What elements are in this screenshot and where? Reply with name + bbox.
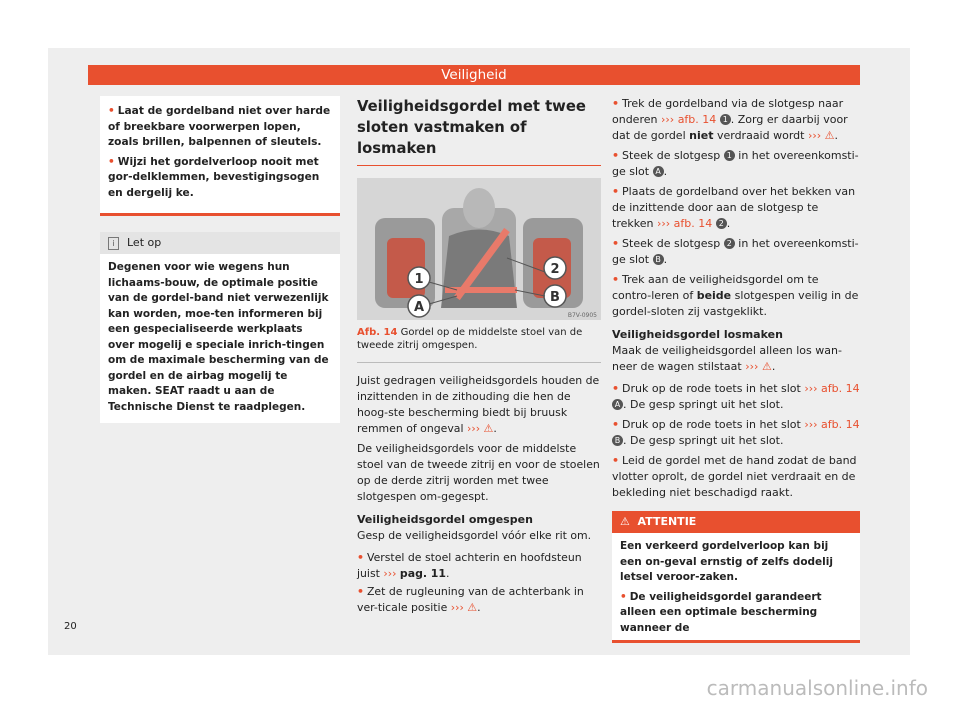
figure-label-b: B — [550, 290, 560, 305]
attention-box — [612, 511, 860, 643]
marker-b-icon: B — [612, 435, 623, 446]
figure-label-2: 2 — [550, 262, 560, 277]
list-item: • Zet de rugleuning van de achterbank in ver-ticale positie ››› ⚠. — [357, 585, 584, 614]
figure-code: B7V-0905 — [567, 312, 597, 319]
list-item: • Leid de gordel met de hand zodat de band vlotter oprolt, de gordel niet verdraait en de bekleding niet beschadigd raakt. — [612, 454, 857, 499]
subheading-fasten: Veiligheidsgordel omgespen — [357, 513, 533, 526]
warning-triangle-icon: ⚠ — [483, 422, 494, 435]
intro-paragraph: Juist gedragen veiligheidsgordels houden de inzittenden in de zithouding die hen de hoog-ste bescherming biedt bij bruusk remmen of ongeval ››› ⚠. — [357, 374, 600, 435]
column-middle — [357, 96, 601, 616]
note-box — [100, 232, 340, 423]
marker-2-icon: 2 — [716, 218, 727, 229]
figure-caption: Afb. 14 Gordel op de middelste stoel van de tweede zitrij omgespen. — [357, 326, 601, 363]
paragraph: De veiligheidsgordels voor de middelste stoel van de tweede zitrij en voor de stoelen op de derde zitrij worden met twee slotgespen om-gegespt. — [357, 442, 600, 503]
column-left — [100, 96, 340, 423]
marker-1-icon: 1 — [720, 114, 731, 125]
marker-a-icon: A — [612, 399, 623, 410]
page-number: 20 — [64, 621, 77, 632]
column-right — [612, 96, 860, 643]
subheading-release: Veiligheidsgordel losmaken — [612, 328, 783, 341]
info-icon: i — [108, 237, 119, 250]
list-item: • Druk op de rode toets in het slot ››› afb. 14 B . De gesp springt uit het slot. — [612, 418, 860, 447]
section-header: Veiligheid — [88, 65, 860, 85]
list-item: • Verstel de stoel achterin en hoofdsteun juist ››› pag. 11. — [357, 551, 582, 580]
warning-item: • Laat de gordelband niet over harde of breekbare voorwerpen lopen, zoals brillen, balpennen of sleutels. — [108, 105, 331, 148]
list-item: • Trek aan de veiligheidsgordel om te contro-leren of beide slotgespen veilig in de gordel-sloten zij vastgeklikt. — [612, 273, 859, 318]
warning-continued-box — [100, 96, 340, 216]
marker-2-icon: 2 — [724, 238, 735, 249]
figure-label-a: A — [413, 300, 425, 315]
list-item: • Steek de slotgesp 1 in het overeenkomsti-ge slot A . — [612, 149, 859, 178]
list-item: • Druk op de rode toets in het slot ››› afb. 14 A . De gesp springt uit het slot. — [612, 382, 860, 411]
attention-header: ⚠ ATTENTIE — [612, 511, 860, 533]
attention-body: Een verkeerd gordelverloop kan bij een on-geval ernstig of zelfs dodelij letsel veroor-zaken. • De veiligheidsgordel garandeert alleen een optimale bescherming wanneer de — [620, 540, 833, 634]
paragraph: Maak de veiligheidsgordel alleen los wan-neer de wagen stilstaat ››› ⚠. — [612, 344, 842, 373]
section-title: Veiligheidsgordel met twee sloten vastmaken of losmaken — [357, 96, 601, 166]
seatbelt-figure — [357, 178, 601, 320]
warning-triangle-icon: ⚠ — [620, 515, 630, 528]
list-item: • Steek de slotgesp 2 in het overeenkomsti-ge slot B . — [612, 237, 859, 266]
warning-triangle-icon: ⚠ — [824, 129, 835, 142]
note-body: Degenen voor wie wegens hun lichaams-bouw, de optimale positie van de gordel-band niet verwezenlijk kan worden, moe-ten informeren bij een gespecialiseerde werkplaats over mogelij e speciale inrich-tingen om de maximale bescherming van de gordel en de airbag mogelij te maken. SEAT raadt u aan de Technische Dienst te raadplegen. — [108, 261, 329, 413]
note-header: i Let op — [100, 232, 340, 254]
marker-b-icon: B — [653, 254, 664, 265]
marker-1-icon: 1 — [724, 150, 735, 161]
seatbelt-illustration — [357, 178, 601, 320]
list-item: • Trek de gordelband via de slotgesp naar onderen ››› afb. 14 1 . Zorg er daarbij voor dat de gordel niet verdraaid wordt ››› ⚠. — [612, 97, 848, 142]
warning-triangle-icon: ⚠ — [761, 360, 772, 373]
marker-a-icon: A — [653, 166, 664, 177]
warning-item: • Wijzi het gordelverloop nooit met gor-delklemmen, bevestigingsogen en dergelij ke. — [108, 155, 320, 199]
figure-label-1: 1 — [414, 272, 424, 287]
list-item: • Plaats de gordelband over het bekken van de inzittende door aan de slotgesp te trekken ››› afb. 14 2 . — [612, 185, 856, 230]
warning-triangle-icon: ⚠ — [467, 601, 478, 614]
paragraph: Gesp de veiligheidsgordel vóór elke rit om. — [357, 529, 592, 542]
watermark: carmanualsonline.info — [706, 676, 928, 700]
